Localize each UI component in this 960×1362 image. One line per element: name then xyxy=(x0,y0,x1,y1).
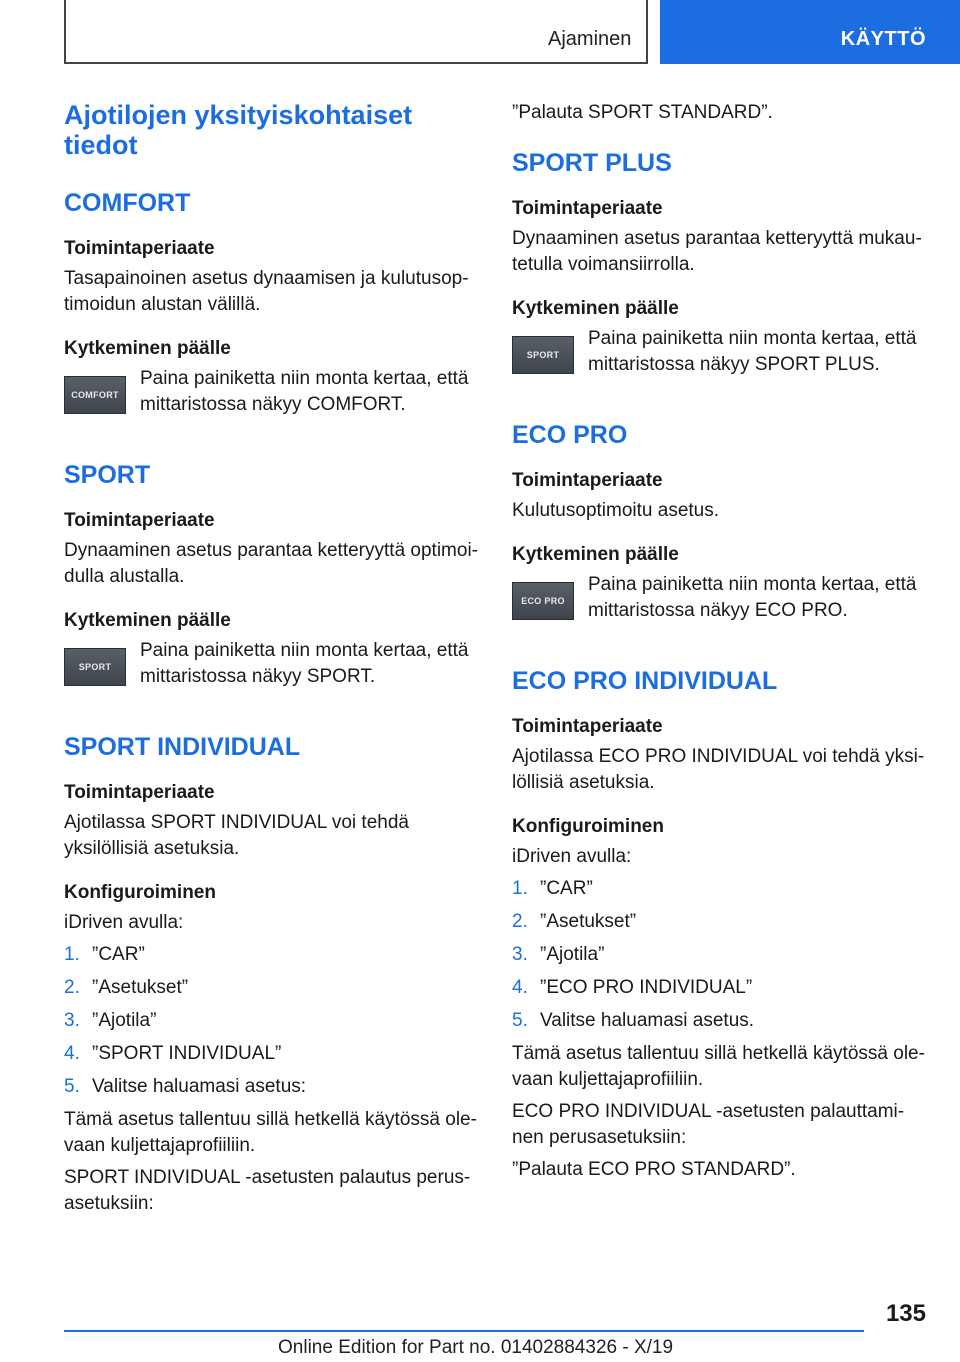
header-section: Ajaminen xyxy=(548,28,632,50)
list-item: 1. ”CAR” xyxy=(64,944,145,965)
sport-activate-text: Paina painiketta niin monta kertaa, että mittaristossa näkyy SPORT. xyxy=(140,640,469,687)
sport-plus-activate-row xyxy=(512,326,928,378)
comfort-button-icon: COMFORT xyxy=(64,376,126,414)
list-item: 4. ”SPORT INDIVIDUAL” xyxy=(64,1043,282,1064)
list-item: 5. Valitse haluamasi asetus. xyxy=(512,1010,755,1031)
eco-pro-activate-heading: Kytkeminen päälle xyxy=(512,544,679,565)
header-tab: KÄYTTÖ xyxy=(660,0,960,64)
comfort-principle-text: Tasapainoinen asetus dynaamisen ja kulutusoptimoidun alustan välillä. xyxy=(64,268,469,315)
comfort-activate-row xyxy=(64,366,480,418)
comfort-activate-heading: Kytkeminen päälle xyxy=(64,338,231,359)
eco-pro-individual-principle-text: Ajotilassa ECO PRO INDIVIDUAL voi tehdä yksilöllisiä asetuksia. xyxy=(512,746,925,793)
sport-individual-heading: SPORT INDIVIDUAL xyxy=(64,733,301,761)
eco-pro-principle-text: Kulutusoptimoitu asetus. xyxy=(512,500,720,521)
left-column xyxy=(64,100,480,1223)
comfort-activate-text: Paina painiketta niin monta kertaa, että mittaristossa näkyy COMFORT. xyxy=(140,368,469,415)
eco-pro-individual-note3: ”Palauta ECO PRO STANDARD”. xyxy=(512,1159,796,1180)
sport-plus-button-icon: SPORT xyxy=(512,336,574,374)
sport-individual-note1: Tämä asetus tallentuu sillä hetkellä käytössä olevaan kuljettajaprofiiliin. xyxy=(64,1109,477,1156)
page-number: 135 xyxy=(885,1300,926,1327)
eco-pro-individual-principle-heading: Toimintaperiaate xyxy=(512,716,663,737)
right-column xyxy=(512,100,928,1189)
eco-pro-activate-text: Paina painiketta niin monta kertaa, että mittaristossa näkyy ECO PRO. xyxy=(588,574,917,621)
sport-individual-principle-heading: Toimintaperiaate xyxy=(64,782,215,803)
sport-plus-heading: SPORT PLUS xyxy=(512,149,672,177)
sport-individual-note3: ”Palauta SPORT STANDARD”. xyxy=(512,102,773,123)
footer-divider xyxy=(64,1330,864,1332)
list-item: 3. ”Ajotila” xyxy=(512,944,605,965)
eco-pro-principle-heading: Toimintaperiaate xyxy=(512,470,663,491)
footer-edition: Online Edition for Part no. 01402884326 - X/19 xyxy=(278,1337,674,1358)
sport-principle-heading: Toimintaperiaate xyxy=(64,510,215,531)
sport-plus-activate-text: Paina painiketta niin monta kertaa, että mittaristossa näkyy SPORT PLUS. xyxy=(588,328,917,375)
sport-activate-row xyxy=(64,638,480,690)
sport-heading: SPORT xyxy=(64,461,151,489)
page-title: Ajotilojen yksityiskohtaiset tiedot xyxy=(64,100,413,160)
eco-pro-individual-config-intro: iDriven avulla: xyxy=(512,846,632,867)
list-item: 2. ”Asetukset” xyxy=(64,977,189,998)
eco-pro-button-icon: ECO PRO xyxy=(512,582,574,620)
sport-individual-principle-text: Ajotilassa SPORT INDIVIDUAL voi tehdä yksilöllisiä asetuksia. xyxy=(64,812,409,859)
sport-plus-principle-text: Dynaaminen asetus parantaa ketteryyttä mukautetulla voimansiirrolla. xyxy=(512,228,922,275)
eco-pro-activate-row xyxy=(512,572,928,624)
sport-principle-text: Dynaaminen asetus parantaa ketteryyttä optimoidulla alustalla. xyxy=(64,540,478,587)
list-item: 1. ”CAR” xyxy=(512,878,593,899)
list-item: 2. ”Asetukset” xyxy=(512,911,637,932)
sport-individual-note2: SPORT INDIVIDUAL -asetusten palautus perusasetuksiin: xyxy=(64,1167,471,1214)
list-item: 3. ”Ajotila” xyxy=(64,1010,157,1031)
eco-pro-heading: ECO PRO xyxy=(512,421,628,449)
eco-pro-individual-steps xyxy=(512,876,928,1034)
sport-plus-principle-heading: Toimintaperiaate xyxy=(512,198,663,219)
eco-pro-individual-note2: ECO PRO INDIVIDUAL -asetusten palauttaminen perusasetuksiin: xyxy=(512,1101,905,1148)
sport-individual-config-intro: iDriven avulla: xyxy=(64,912,184,933)
eco-pro-individual-heading: ECO PRO INDIVIDUAL xyxy=(512,667,778,695)
sport-plus-activate-heading: Kytkeminen päälle xyxy=(512,298,679,319)
sport-individual-steps xyxy=(64,942,480,1100)
list-item: 4. ”ECO PRO INDIVIDUAL” xyxy=(512,977,753,998)
eco-pro-individual-config-heading: Konfiguroiminen xyxy=(512,816,664,837)
comfort-principle-heading: Toimintaperiaate xyxy=(64,238,215,259)
sport-activate-heading: Kytkeminen päälle xyxy=(64,610,231,631)
eco-pro-individual-note1: Tämä asetus tallentuu sillä hetkellä käytössä olevaan kuljettajaprofiiliin. xyxy=(512,1043,925,1090)
list-item: 5. Valitse haluamasi asetus: xyxy=(64,1076,307,1097)
sport-individual-config-heading: Konfiguroiminen xyxy=(64,882,216,903)
comfort-heading: COMFORT xyxy=(64,189,191,217)
sport-button-icon: SPORT xyxy=(64,648,126,686)
